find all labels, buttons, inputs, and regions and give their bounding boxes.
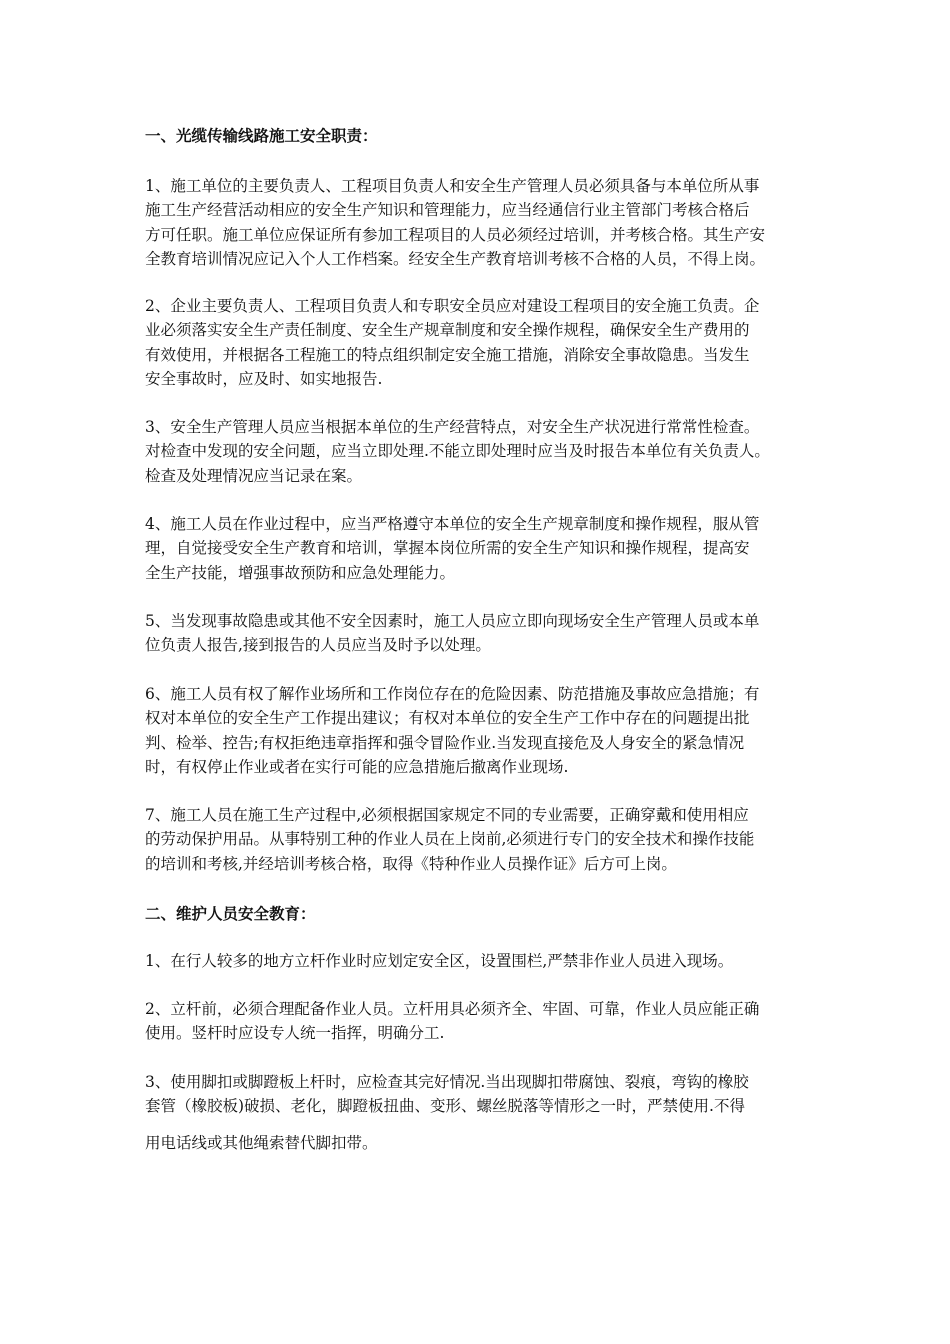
paragraph-line: 1、施工单位的主要负责人、工程项目负责人和安全生产管理人员必须具备与本单位所从事 <box>145 177 760 195</box>
paragraph-line: 全生产技能，增强事故预防和应急处理能力。 <box>145 563 456 582</box>
paragraph-line: 2、立杆前，必须合理配备作业人员。立杆用具必须齐全、牢固、可靠，作业人员应能正确 <box>145 1000 760 1018</box>
paragraph-line: 3、使用脚扣或脚蹬板上杆时，应检查其完好情况.当出现脚扣带腐蚀、裂痕，弯钩的橡胶 <box>145 1073 749 1091</box>
paragraph-line: 权对本单位的安全生产工作提出建议；有权对本单位的安全生产工作中存在的问题提出批 <box>145 709 750 728</box>
paragraph-line: 的劳动保护用品。从事特别工种的作业人员在上岗前,必须进行专门的安全技术和操作技能 <box>145 830 755 849</box>
paragraph-line: 3、安全生产管理人员应当根据本单位的生产经营特点，对安全生产状况进行常常性检查。 <box>145 418 760 436</box>
paragraph-line: 理，自觉接受安全生产教育和培训，掌握本岗位所需的安全生产知识和操作规程，提高安 <box>145 539 750 558</box>
paragraph-line: 用电话线或其他绳索替代脚扣带。 <box>145 1133 378 1152</box>
paragraph-line: 2、企业主要负责人、工程项目负责人和专职安全员应对建设工程项目的安全施工负责。企 <box>145 297 760 315</box>
paragraph-line: 检查及处理情况应当记录在案。 <box>145 466 363 485</box>
paragraph-line: 6、施工人员有权了解作业场所和工作岗位存在的危险因素、防范措施及事故应急措施；有 <box>145 685 760 703</box>
paragraph-line: 时，有权停止作业或者在实行可能的应急措施后撤离作业现场. <box>145 757 569 776</box>
paragraph-2-2 <box>145 997 835 1046</box>
section-heading-1: 一、光缆传输线路施工安全职责： <box>145 127 378 145</box>
paragraph-1-2 <box>145 294 835 391</box>
paragraph-1-6 <box>145 682 835 779</box>
paragraph-line: 对检查中发现的安全问题，应当立即处理.不能立即处理时应当及时报告本单位有关负责人。 <box>145 442 770 461</box>
paragraph-line: 的培训和考核,并经培训考核合格，取得《特种作业人员操作证》后方可上岗。 <box>145 854 677 873</box>
paragraph-2-3 <box>145 1070 835 1155</box>
paragraph-1-3 <box>145 415 835 488</box>
paragraph-line: 5、当发现事故隐患或其他不安全因素时，施工人员应立即向现场安全生产管理人员或本单 <box>145 612 760 630</box>
paragraph-line: 套管（橡胶板)破损、老化，脚蹬板扭曲、变形、螺丝脱落等情形之一时，严禁使用.不得 <box>145 1097 745 1116</box>
paragraph-line: 7、施工人员在施工生产过程中,必须根据国家规定不同的专业需要，正确穿戴和使用相应 <box>145 806 749 824</box>
paragraph-line: 位负责人报告,接到报告的人员应当及时予以处理。 <box>145 636 491 655</box>
paragraph-line: 施工生产经营活动相应的安全生产知识和管理能力，应当经通信行业主管部门考核合格后 <box>145 201 750 220</box>
paragraph-line: 有效使用，并根据各工程施工的特点组织制定安全施工措施，消除安全事故隐患。当发生 <box>145 345 750 364</box>
paragraph-line: 1、在行人较多的地方立杆作业时应划定安全区，设置围栏,严禁非作业人员进入现场。 <box>145 952 734 970</box>
paragraph-1-4 <box>145 512 835 585</box>
paragraph-line: 4、施工人员在作业过程中，应当严格遵守本单位的安全生产规章制度和操作规程，服从管 <box>145 515 760 533</box>
paragraph-1-7 <box>145 803 835 876</box>
paragraph-line: 安全事故时，应及时、如实地报告. <box>145 369 383 388</box>
section-heading-2: 二、维护人员安全教育： <box>145 905 316 923</box>
paragraph-line: 方可任职。施工单位应保证所有参加工程项目的人员必须经过培训，并考核合格。其生产安 <box>145 225 766 244</box>
paragraph-line: 全教育培训情况应记入个人工作档案。经安全生产教育培训考核不合格的人员，不得上岗。 <box>145 249 766 268</box>
paragraph-line: 业必须落实安全生产责任制度、安全生产规章制度和安全操作规程，确保安全生产费用的 <box>145 321 750 340</box>
paragraph-1-1 <box>145 174 835 271</box>
paragraph-line: 判、检举、控告;有权拒绝违章指挥和强令冒险作业.当发现直接危及人身安全的紧急情况 <box>145 733 745 752</box>
paragraph-1-5 <box>145 609 835 658</box>
paragraph-line: 使用。竖杆时应设专人统一指挥，明确分工. <box>145 1024 445 1043</box>
paragraph-2-1 <box>145 949 835 973</box>
